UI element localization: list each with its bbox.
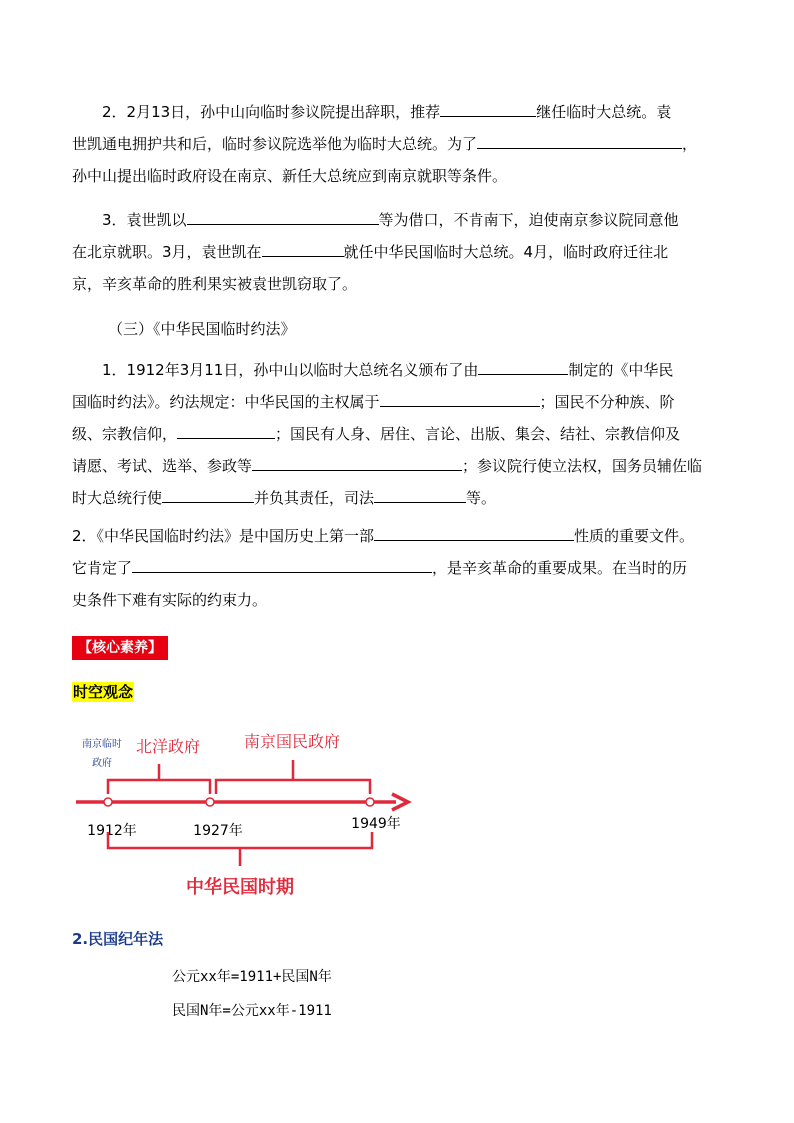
node-1927 <box>206 798 214 806</box>
p4-line1: 2．《中华民国临时约法》是中国历史上第一部 性质的重要文件。 <box>72 520 732 552</box>
p1-line1: 2．2月13日，孙中山向临时参议院提出辞职，推荐 继任临时大总统。袁 <box>72 96 732 128</box>
section-title-provisional-constitution: （三）《中华民国临时约法》 <box>108 320 296 338</box>
paragraph-yuan-shikai <box>72 204 732 300</box>
formula-republic-year: 民国N年=公元xx年-1911 <box>172 1003 332 1019</box>
blank-purpose[interactable] <box>477 130 682 149</box>
paragraph-constitution <box>72 354 732 514</box>
paragraph-resignation <box>72 96 732 192</box>
label-beiyang-government: 北洋政府 <box>135 737 201 756</box>
space-time-concept-title: 时空观念 <box>73 683 134 701</box>
p4-line3: 史条件下难有实际的约束力。 <box>72 591 268 609</box>
year-1912-label: 1912年 <box>87 823 137 839</box>
p1-line2: 世凯通电拥护共和后，临时参议院选举他为临时大总统。为了 ， <box>72 128 732 160</box>
year-1927-label: 1927年 <box>193 823 243 839</box>
node-1949 <box>366 798 374 806</box>
label-republic-period: 中华民国时期 <box>186 877 294 898</box>
label-nanjing-provisional-line1: 南京临时 <box>82 739 122 750</box>
blank-successor[interactable] <box>440 98 536 117</box>
blank-equality[interactable] <box>177 420 275 439</box>
p1-line3: 孙中山提出临时政府设在南京、新任大总统应到南京就职等条件。 <box>72 167 508 185</box>
bracket-beiyang <box>108 764 210 794</box>
blank-nature[interactable] <box>374 522 574 541</box>
blank-sovereignty[interactable] <box>380 388 540 407</box>
blank-location[interactable] <box>262 238 344 257</box>
p3-line1: 1．1912年3月11日，孙中山以临时大总统名义颁布了由 制定的《中华民 <box>72 354 732 386</box>
formula-ad-year: 公元xx年=1911+民国N年 <box>172 969 332 985</box>
p3-line3: 级、宗教信仰， ；国民有人身、居住、言论、出版、集会、结社、宗教信仰及 <box>72 418 732 450</box>
label-nanjing-national-government: 南京国民政府 <box>243 732 341 751</box>
blank-excuse[interactable] <box>187 206 379 225</box>
blank-judicial[interactable] <box>374 484 466 503</box>
blank-rights[interactable] <box>252 452 462 471</box>
p4-line2: 它肯定了 ，是辛亥革命的重要成果。在当时的历 <box>72 552 732 584</box>
p2-line2: 在北京就职。3月，袁世凯在 就任中华民国临时大总统。4月，临时政府迁往北 <box>72 236 732 268</box>
blank-drafter[interactable] <box>478 356 568 375</box>
paragraph-constitution-significance <box>72 520 732 616</box>
blank-affirmed[interactable] <box>132 554 432 573</box>
p2-line1: 3．袁世凯以 等为借口，不肯南下，迫使南京参议院同意他 <box>72 204 732 236</box>
bracket-nanjing-national <box>216 760 370 794</box>
p3-line4: 请愿、考试、选举、参政等 ；参议院行使立法权，国务员辅佐临 <box>72 450 732 482</box>
year-1949-label: 1949年 <box>351 816 401 832</box>
calendar-method-title: 2.民国纪年法 <box>72 930 164 948</box>
core-literacy-tag: 【核心素养】 <box>72 636 168 660</box>
p2-line3: 京，辛亥革命的胜利果实被袁世凯窃取了。 <box>72 275 358 293</box>
republic-timeline-diagram <box>70 722 420 906</box>
label-nanjing-provisional-line2: 政府 <box>92 758 112 769</box>
node-1912 <box>104 798 112 806</box>
p3-line5: 时大总统行使 并负其责任，司法 等。 <box>72 482 732 514</box>
p3-line2: 国临时约法》。约法规定：中华民国的主权属于 ；国民不分种族、阶 <box>72 386 732 418</box>
blank-executive[interactable] <box>162 484 254 503</box>
